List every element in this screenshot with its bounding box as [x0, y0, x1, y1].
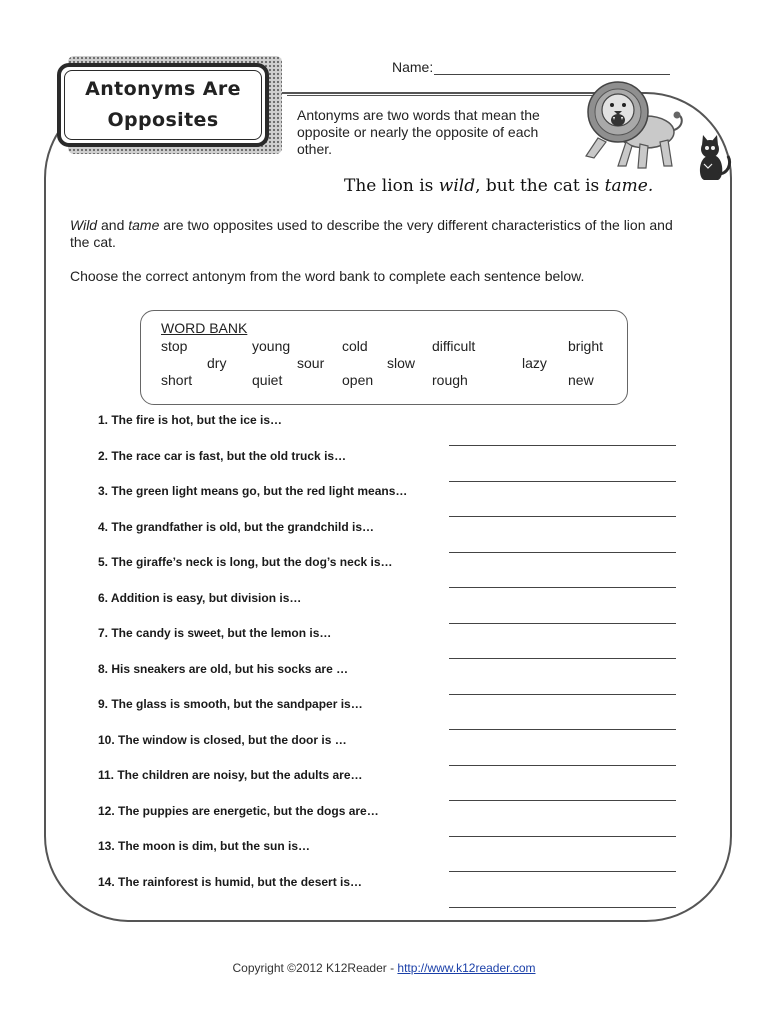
answer-line[interactable]	[449, 552, 676, 553]
word-bank-title: WORD BANK	[161, 320, 248, 336]
title-box	[57, 63, 269, 147]
question-item: 13. The moon is dim, but the sun is…	[98, 839, 311, 853]
word-bank-word: young	[252, 338, 291, 354]
word-bank-word: rough	[432, 372, 468, 388]
title-line-2: Opposites	[107, 109, 219, 131]
para-rest: are two opposites used to describe the very different characteristics of the lion and the cat.	[70, 217, 673, 250]
cat-icon	[700, 135, 730, 180]
answer-line[interactable]	[449, 623, 676, 624]
name-label: Name:	[392, 59, 434, 75]
answer-line[interactable]	[449, 445, 676, 446]
question-item: 4. The grandfather is old, but the grandchild is…	[98, 519, 375, 534]
headline-middle: , but the cat is	[475, 176, 605, 196]
word-bank-word: quiet	[252, 372, 283, 388]
word-bank-word: cold	[342, 338, 368, 354]
instructions: Choose the correct antonym from the word bank to complete each sentence below.	[70, 268, 585, 284]
question-item: 10. The window is closed, but the door is …	[98, 732, 347, 747]
headline-wild: wild	[438, 176, 476, 196]
word-bank-word: open	[342, 372, 374, 388]
question-item: 12. The puppies are energetic, but the dogs are…	[98, 803, 379, 818]
lion-cat-headline	[344, 176, 653, 196]
question-item: 1. The fire is hot, but the ice is…	[98, 413, 283, 427]
answer-line[interactable]	[449, 481, 676, 482]
headline-start: The lion is	[344, 176, 439, 196]
question-item: 6. Addition is easy, but division is…	[98, 590, 302, 605]
headline-tame: tame.	[604, 176, 654, 196]
question-item: 14. The rainforest is humid, but the desert is…	[98, 874, 363, 889]
para-tame: tame	[128, 217, 160, 233]
answer-line[interactable]	[449, 871, 676, 872]
para-and: and	[97, 217, 129, 233]
word-bank-word: lazy	[522, 355, 547, 371]
word-bank-word: stop	[161, 338, 188, 354]
para-wild: Wild	[70, 217, 98, 233]
antonym-definition: Antonyms are two words that mean the opposite or nearly the opposite of each other.	[297, 107, 540, 157]
question-item: 5. The giraffe’s neck is long, but the dog’s neck is…	[98, 555, 393, 569]
question-item: 3. The green light means go, but the red light means…	[98, 484, 408, 498]
lion-illustration	[578, 72, 688, 172]
footer	[0, 961, 768, 975]
lion-icon	[586, 82, 682, 168]
answer-line[interactable]	[449, 658, 676, 659]
k12reader-link[interactable]: http://www.k12reader.com	[397, 961, 536, 975]
question-item: 11. The children are noisy, but the adults are…	[98, 768, 363, 782]
answer-line[interactable]	[449, 729, 676, 730]
answer-line[interactable]	[449, 765, 676, 766]
answer-line[interactable]	[449, 694, 676, 695]
question-item: 9. The glass is smooth, but the sandpaper is…	[98, 697, 363, 711]
copyright-text: Copyright ©2012 K12Reader -	[232, 961, 398, 975]
answer-line[interactable]	[449, 800, 676, 801]
answer-line[interactable]	[449, 587, 676, 588]
intro-paragraph	[70, 217, 680, 251]
word-bank-word: slow	[387, 355, 416, 371]
question-item: 8. His sneakers are old, but his socks are …	[98, 661, 349, 676]
cat-illustration	[688, 134, 734, 184]
question-item: 7. The candy is sweet, but the lemon is…	[98, 626, 332, 640]
word-bank-word: dry	[207, 355, 227, 371]
word-bank-word: difficult	[432, 338, 476, 354]
intro-rule	[287, 95, 617, 96]
word-bank-word: bright	[568, 338, 604, 354]
title-line-1: Antonyms Are	[85, 78, 241, 100]
answer-line[interactable]	[449, 836, 676, 837]
answer-line[interactable]	[449, 516, 676, 517]
word-bank-word: sour	[297, 355, 325, 371]
question-item: 2. The race car is fast, but the old truck is…	[98, 448, 347, 463]
answer-line[interactable]	[449, 907, 676, 908]
word-bank-word: new	[568, 372, 594, 388]
word-bank-word: short	[161, 372, 193, 388]
